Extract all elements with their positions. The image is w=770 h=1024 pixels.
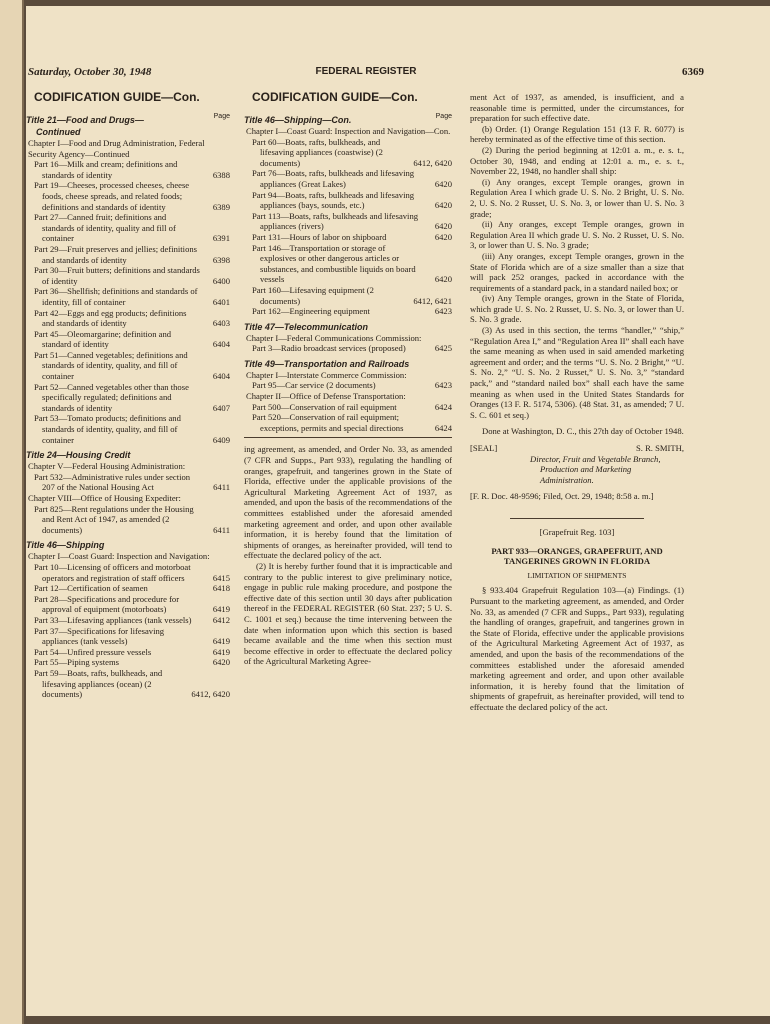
signer-title: Director, Fruit and Vegetable Branch, Production and Marketing Administration. [530, 453, 661, 485]
entry-page-number: 6412, 6420 [191, 689, 230, 700]
codification-entry [26, 594, 230, 615]
codification-entry [26, 668, 230, 700]
body-paragraph: (2) During the period beginning at 12:01 a. m., e. s. t., October 30, 1948, and ending at 12:01 a. m., e. s. t., November 22, 1948, no handler shall ship: [470, 144, 684, 177]
entry-page-number: 6420 [434, 200, 452, 211]
codification-entry [244, 168, 452, 189]
codification-entry [26, 562, 230, 583]
entry-page-number: 6403 [212, 318, 230, 329]
entry-part-title: Part 3—Radio broadcast services (proposed) [252, 343, 406, 354]
codification-entry [244, 190, 452, 211]
body-paragraph: (ii) Any oranges, except Temple oranges, grown in Regulation Area II which grade U. S. No. 2 Russet, U. S. No. 3, or lower than U. S. No. 3 grade; [470, 219, 684, 251]
column-2 [244, 86, 452, 667]
header-date: Saturday, October 30, 1948 [28, 66, 152, 78]
entry-page-number: 6418 [212, 583, 230, 594]
section-divider [510, 518, 644, 519]
body-paragraph: (b) Order. (1) Orange Regulation 151 (13 F. R. 6077) is hereby terminated as of the effective time of this section. [470, 123, 684, 145]
codification-entry [26, 159, 230, 180]
title-24-heading: Title 24—Housing Credit [26, 450, 131, 461]
entry-part-title: Part 29—Fruit preserves and jellies; definitions and standards of identity [34, 243, 198, 265]
codification-entry [244, 137, 452, 169]
title-46-entries [26, 562, 230, 700]
entry-page-number: 6412, 6420 [413, 157, 452, 168]
codification-entry [26, 180, 230, 212]
entry-part-title: Part 59—Boats, rafts, bulkheads, and lifesaving appliances (ocean) (2 documents) [34, 667, 163, 700]
chapter-heading: Chapter I—Coast Guard: Inspection and Navigation: [28, 551, 210, 562]
regulation-number: [Grapefruit Reg. 103] [539, 526, 615, 537]
body-paragraph: (iii) Any oranges, except Temple oranges, grown in the State of Florida which are of a size smaller than a size that will pack 252 oranges, packed in accordance with the requirements of a standard pack, in a standard nailed box; or [470, 250, 684, 293]
entry-page-number: 6388 [212, 169, 230, 180]
entry-page-number: 6420 [434, 231, 452, 242]
entry-part-title: Part 520—Conservation of rail equipment; exceptions, permits and special directions [252, 412, 404, 433]
entry-part-title: Part 19—Cheeses, processed cheeses, cheese foods, cheese spreads, and related foods; definitions and standards of identity [34, 180, 190, 212]
header-journal: FEDERAL REGISTER [315, 66, 417, 77]
entry-page-number: 6415 [212, 572, 230, 583]
entry-page-number: 6420 [212, 657, 230, 668]
codification-entry [26, 286, 230, 307]
entry-part-title: Part 162—Engineering equipment [252, 306, 370, 317]
entry-part-title: Part 53—Tomato products; definitions and standards of identity, quality, and fill of container [34, 413, 181, 445]
title-21-continued: Continued [36, 127, 81, 137]
entry-part-title: Part 51—Canned vegetables; definitions and standards of identity, quality, and fill of container [34, 349, 188, 382]
column-1 [26, 86, 230, 700]
limitation-heading: LIMITATION OF SHIPMENTS [527, 570, 627, 580]
entry-page-number: 6423 [434, 306, 452, 317]
entry-page-number: 6404 [212, 371, 230, 382]
title-49-heading: Title 49—Transportation and Railroads [244, 358, 410, 369]
codification-entry [26, 265, 230, 286]
entry-page-number: 6412 [212, 614, 230, 625]
codification-entry [244, 211, 452, 232]
seal-mark: [SEAL] [470, 443, 498, 453]
entry-page-number: 6425 [434, 343, 452, 354]
entry-page-number: 6398 [212, 254, 230, 265]
entry-page-number: 6419 [212, 604, 230, 615]
codification-entry [26, 212, 230, 244]
entry-part-title: Part 52—Canned vegetables other than those specifically regulated; definitions and standards of identity [34, 381, 189, 413]
body-paragraph: (iv) Any Temple oranges, grown in the State of Florida, which grade U. S. No. 2 Russet, U. S. No. 3, or lower than U. S. No. 3 grade. [470, 293, 684, 325]
codification-entry [26, 626, 230, 647]
entry-part-title: Part 55—Piping systems [34, 657, 119, 668]
header-page-number: 6369 [682, 66, 704, 78]
entry-part-title: Part 113—Boats, rafts, bulkheads and lifesaving appliances (rivers) [252, 210, 419, 232]
title-24-entries-a [26, 472, 230, 493]
entry-page-number: 6407 [212, 402, 230, 413]
entry-page-number: 6424 [434, 401, 452, 412]
entry-part-title: Part 95—Car service (2 documents) [252, 380, 376, 391]
signer-name: S. R. SMITH, [636, 443, 684, 453]
codification-entry [244, 412, 452, 433]
done-at-paragraph: Done at Washington, D. C., this 27th day of October 1948. [482, 426, 684, 437]
chapter-heading: Chapter I—Federal Communications Commission: [246, 332, 422, 343]
title-49-entries-b [244, 402, 452, 434]
chapter-heading: Chapter I—Interstate Commerce Commission: [246, 369, 407, 380]
entry-part-title: Part 60—Boats, rafts, bulkheads, and lifesaving appliances (coastwise) (2 documents) [252, 136, 383, 168]
codification-guide-title: CODIFICATION GUIDE—Con. [34, 90, 200, 104]
title-21-entries [26, 159, 230, 445]
chapter-heading: Chapter V—Federal Housing Administration: [28, 461, 186, 472]
entry-part-title: Part 12—Certification of seamen [34, 583, 148, 594]
page-column-label: Page [213, 113, 230, 120]
entry-page-number: 6412, 6421 [413, 295, 452, 306]
chapter-heading: Chapter VIII—Office of Housing Expediter: [28, 493, 181, 503]
title-21-heading: Title 21—Food and Drugs— [26, 115, 144, 125]
codification-entry [26, 350, 230, 382]
codification-entry [244, 402, 452, 413]
entry-part-title: Part 10—Licensing of officers and motorboat operators and registration of staff officers [34, 561, 191, 583]
codification-entry [26, 647, 230, 658]
codification-entry [26, 329, 230, 350]
title-46-entries [244, 137, 452, 317]
entry-part-title: Part 36—Shellfish; definitions and standards of identity, fill of container [34, 286, 198, 307]
title-49-entries-a [244, 380, 452, 391]
entry-page-number: 6420 [434, 274, 452, 285]
entry-part-title: Part 500—Conservation of rail equipment [252, 401, 397, 412]
codification-entry [26, 413, 230, 445]
entry-part-title: Part 160—Lifesaving equipment (2 documents) [252, 284, 374, 306]
entry-part-title: Part 30—Fruit butters; definitions and standards of identity [34, 265, 200, 286]
entry-page-number: 6401 [212, 296, 230, 307]
codification-entry [244, 232, 452, 243]
entry-part-title: Part 27—Canned fruit; definitions and standards of identity, quality and fill of container [34, 212, 176, 244]
entry-page-number: 6400 [212, 275, 230, 286]
codification-entry [244, 285, 452, 306]
codification-entry [26, 615, 230, 626]
entry-page-number: 6424 [434, 422, 452, 433]
part-933-title: PART 933—ORANGES, GRAPEFRUIT, AND TANGERINES GROWN IN FLORIDA [491, 545, 663, 567]
codification-entry [244, 380, 452, 391]
title-46-heading: Title 46—Shipping—Con. [244, 115, 352, 125]
entry-page-number: 6411 [213, 524, 230, 535]
title-24-entries-b [26, 504, 230, 536]
body-paragraph: § 933.404 Grapefruit Regulation 103—(a) Findings. (1) Pursuant to the marketing agreement, as amended, and Order No. 33, as amended (7 CFR and Supps., Part 933), regulating the handling of oranges, grapefruit, and tangerines grown in the State of Florida, effective under the applicable provisions of the Agricultural Marketing Agreement Act of 1937, as amended, and upon the basis of the recommendations of the committees established under the aforesaid amended marketing agreement and order, and upon other available information, it is hereby found that the limitation of shipments of grapefruit, as hereinafter provided, will tend to effectuate the declared policy of the act. [470, 585, 684, 712]
codification-entry [244, 243, 452, 285]
body-paragraph: ing agreement, as amended, and Order No. 33, as amended (7 CFR and Supps., Part 933), regulating the handling of oranges, grapefruit, and tangerines grown in the State of Florida, effective under the applicable provisions of the Agricultural Marketing Agreement Act of 1937, as amended, and upon the basis of the recommendations of the committees established under the aforesaid amended marketing agreement and order, and upon other available information, it is hereby found that the limitation of shipments of oranges, as hereinafter provided, will tend to effectuate the declared policy of the act. [244, 444, 452, 561]
codification-entry [26, 657, 230, 668]
body-paragraph: (i) Any oranges, except Temple oranges, grown in Regulation Area I which grade U. S. No. 2 Bright, U. S. No. 2, U. S. No. 2 Russet, U. S. No. 3, or lower than U. S. No. 3 grade; [470, 176, 684, 219]
entry-page-number: 6420 [434, 221, 452, 232]
body-paragraph: ment Act of 1937, as amended, is insufficient, and a reasonable time is permitted, under the circumstances, for preparation for such effective date. [470, 92, 684, 124]
codification-entry [244, 306, 452, 317]
previous-page-edge [0, 0, 24, 1024]
codification-entry [26, 244, 230, 265]
entry-page-number: 6391 [212, 233, 230, 244]
column-3 [470, 92, 684, 712]
page-header [28, 66, 704, 82]
entry-part-title: Part 16—Milk and cream; definitions and standards of identity [34, 159, 178, 180]
entry-page-number: 6420 [434, 178, 452, 189]
entry-part-title: Part 45—Oleomargarine; definition and standard of identity [34, 328, 172, 350]
title-47-entries [244, 343, 452, 354]
entry-part-title: Part 94—Boats, rafts, bulkheads and lifesaving appliances (bays, sounds, etc.) [252, 189, 415, 211]
entry-part-title: Part 532—Administrative rules under section 207 of the National Housing Act [34, 471, 191, 493]
entry-part-title: Part 76—Boats, rafts, bulkheads and lifesaving appliances (Great Lakes) [252, 168, 415, 189]
entry-page-number: 6423 [434, 380, 452, 391]
entry-part-title: Part 825—Rent regulations under the Housing and Rent Act of 1947, as amended (2 documents) [34, 503, 194, 535]
body-paragraph: (3) As used in this section, the terms “handler,” “ship,” “Regulation Area I,” and “Regulation Area II” shall each have the same meaning as when used in said amended marketing agreement and order; and the terms “U. S. No. 2 Bright,” “U. S. No. 2,” “U. S. No. 2 Russet,” U. S. No. 3,” “standard pack,” and “standard nailed box” shall each have the same meaning as when used in the United States Standards for Oranges (13 F. R. 5174, 5306). (48 Stat. 31, as amended; 7 U. S. C. 601 et seq.) [470, 325, 684, 420]
entry-page-number: 6419 [212, 636, 230, 647]
codification-entry [244, 343, 452, 354]
entry-part-title: Part 146—Transportation or storage of explosives or other dangerous articles or substances, and combustible liquids on board vessels [252, 242, 416, 285]
entry-part-title: Part 42—Eggs and egg products; definitions and standards of identity [34, 307, 187, 329]
codification-entry [26, 382, 230, 414]
codification-entry [26, 583, 230, 594]
codification-entry [26, 308, 230, 329]
page-column-label: Page [435, 113, 452, 120]
entry-part-title: Part 33—Lifesaving appliances (tank vessels) [34, 614, 192, 625]
entry-page-number: 6389 [212, 201, 230, 212]
entry-part-title: Part 54—Unfired pressure vessels [34, 646, 152, 657]
chapter-heading: Chapter I—Coast Guard: Inspection and Navigation—Con. [246, 126, 451, 136]
chapter-heading: Chapter I—Food and Drug Administration, Federal Security Agency—Continued [28, 138, 205, 159]
signature-block [470, 443, 684, 454]
entry-part-title: Part 28—Specifications and procedure for approval of equipment (motorboats) [34, 593, 180, 615]
entry-page-number: 6404 [212, 339, 230, 350]
entry-page-number: 6419 [212, 646, 230, 657]
entry-part-title: Part 37—Specifications for lifesaving appliances (tank vessels) [34, 625, 165, 647]
entry-page-number: 6409 [212, 434, 230, 445]
fr-document-note: [F. R. Doc. 48-9596; Filed, Oct. 29, 1948; 8:58 a. m.] [470, 491, 654, 502]
section-divider [244, 437, 452, 438]
body-paragraph: (2) It is hereby further found that it is impracticable and contrary to the public interest to give preliminary notice, engage in public rule making procedure, and postpone the effective date of this section until 30 days after publication thereof in the FEDERAL REGISTER (60 Stat. 237; 5 U. S. C. 1001 et seq.) because the time intervening between the date when information upon which this section is based became available and the time when this section must become effective in order to effectuate the declared policy of the Agricultural Marketing Agree- [244, 560, 452, 667]
entry-page-number: 6411 [213, 482, 230, 493]
codification-entry [26, 504, 230, 536]
title-47-heading: Title 47—Telecommunication [244, 321, 369, 332]
codification-entry [26, 472, 230, 493]
chapter-heading: Chapter II—Office of Defense Transportation: [246, 391, 406, 402]
entry-part-title: Part 131—Hours of labor on shipboard [252, 231, 387, 242]
title-46-heading: Title 46—Shipping [26, 540, 105, 551]
codification-guide-title: CODIFICATION GUIDE—Con. [252, 90, 418, 104]
